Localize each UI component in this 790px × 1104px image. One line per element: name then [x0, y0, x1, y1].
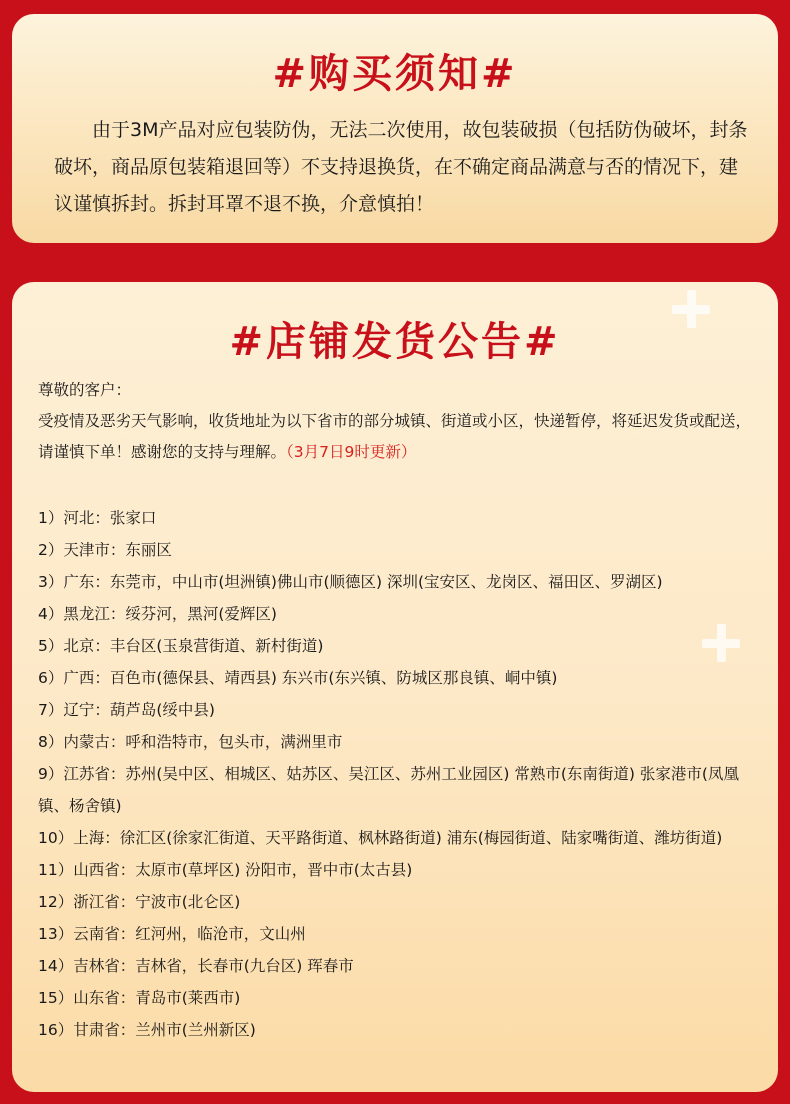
list-item: 13）云南省：红河州，临沧市，文山州 — [38, 925, 306, 943]
list-item: 9）江苏省：苏州(吴中区、相城区、姑苏区、吴江区、苏州工业园区) 常熟市(东南街道) 张家港市(凤凰镇、杨舍镇) — [38, 765, 739, 815]
list-item: 3）广东：东莞市，中山市(坦洲镇)佛山市(顺德区) 深圳(宝安区、龙岗区、福田区、罗湖区) — [38, 573, 663, 591]
list-item: 4）黑龙江：绥芬河，黑河(爱辉区) — [38, 605, 277, 623]
list-item: 1）河北：张家口 — [38, 509, 157, 527]
purchase-notice-panel — [12, 14, 778, 243]
shipping-announcement-title: #店铺发货公告# — [229, 319, 561, 365]
list-item: 14）吉林省：吉林省，长春市(九台区) 珲春市 — [38, 957, 354, 975]
region-list — [38, 502, 760, 1046]
greeting: 尊敬的客户： — [38, 381, 132, 399]
list-item: 7）辽宁：葫芦岛(绥中县) — [38, 701, 215, 719]
list-item: 15）山东省：青岛市(莱西市) — [38, 989, 241, 1007]
list-item: 16）甘肃省：兰州市(兰州新区) — [38, 1021, 256, 1039]
list-item: 8）内蒙古：呼和浩特市，包头市，满洲里市 — [38, 733, 343, 751]
list-item: 2）天津市：东丽区 — [38, 541, 172, 559]
list-item: 5）北京：丰台区(玉泉营街道、新村街道) — [38, 637, 324, 655]
update-time: （3月7日9时更新） — [286, 443, 417, 461]
shipping-announcement-panel — [12, 282, 778, 1092]
purchase-notice-body: 由于3M产品对应包装防伪，无法二次使用，故包装破损（包括防伪破坏，封条破坏，商品原包装箱退回等）不支持退换货，在不确定商品满意与否的情况下，建议谨慎拆封。拆封耳罩不退不换，介意慎拍！ — [54, 119, 748, 215]
purchase-notice-title: #购买须知# — [272, 51, 518, 97]
announcement-intro — [38, 406, 760, 468]
intro-text: 受疫情及恶劣天气影响，收货地址为以下省市的部分城镇、街道或小区，快递暂停，将延迟发货或配送，请谨慎下单！感谢您的支持与理解。 — [38, 412, 752, 461]
list-item: 6）广西：百色市(德保县、靖西县) 东兴市(东兴镇、防城区那良镇、峒中镇) — [38, 669, 558, 687]
list-item: 11）山西省：太原市(草坪区) 汾阳市，晋中市(太古县) — [38, 861, 413, 879]
list-item: 12）浙江省：宁波市(北仑区) — [38, 893, 241, 911]
list-item: 10）上海：徐汇区(徐家汇街道、天平路街道、枫林路街道) 浦东(梅园街道、陆家嘴街道、潍坊街道) — [38, 829, 723, 847]
